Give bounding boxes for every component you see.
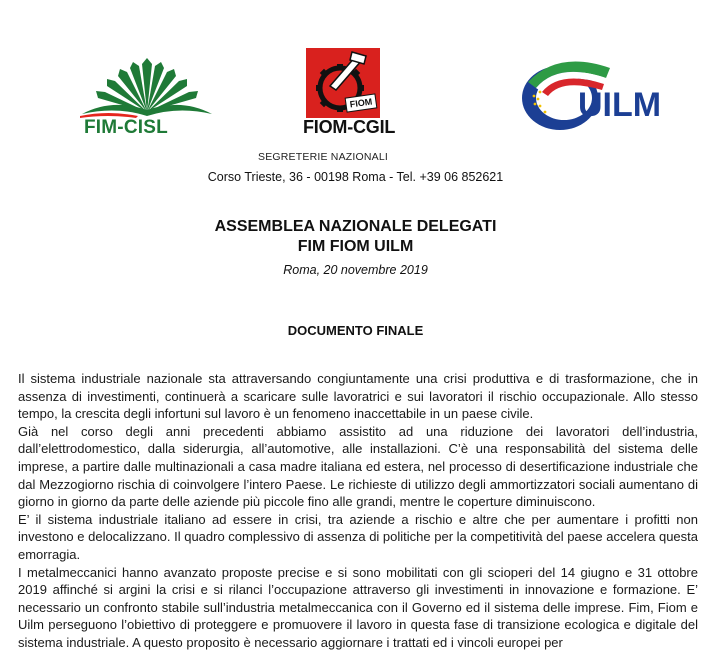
fiom-badge-text: FIOM (349, 96, 373, 110)
paragraph: Già nel corso degli anni precedenti abbiamo assistito ad una riduzione dei lavoratori dell’industria, dall’elettrodomestico, dalla siderurgia, all’automotive, alle installazioni. C’è una responsabilità del sistema delle imprese, a partire dalle multinazionali a casa madre italiana ed estera, nel processo di desertificazione industriale che dal Mezzogiorno rischia di coinvolgere l’intero Paese. Le richieste di utilizzo degli ammortizzatori sociali aumentano di giorno in giorno da parte delle aziende più piccole fino alle grandi, mentre le coperture diminuiscono. (18, 423, 698, 510)
document-title-line-2: FIM FIOM UILM (297, 238, 414, 255)
address-line: Corso Trieste, 36 - 00198 Roma - Tel. +39 06 852621 (207, 170, 504, 184)
paragraph: I metalmeccanici hanno avanzato proposte precise e si sono mobilitati con gli scioperi del 14 giugno e 31 ottobre 2019 affinché si argini la crisi e si rilanci l’occupazione attraverso gli investimenti in innovazione e formazione. E’ necessario un confronto stabile sull’industria metalmeccanica con il Governo ed il sistema delle imprese. Fim, Fiom e Uilm perseguono l’obiettivo di proteggere e promuovere il lavoro in questa fase di transizione ecologica e digitale del sistema industriale. A questo proposito è necessario aggiornare i trattati ed i vincoli europei per (18, 564, 698, 650)
document-title-line-1: ASSEMBLEA NAZIONALE DELEGATI (214, 218, 497, 235)
paragraph: Il sistema industriale nazionale sta attraversando congiuntamente una crisi produttiva e di trasformazione, che in assenza di investimenti, continuerà a scaricare sulle lavoratrici e sui lavoratori il rischio occupazionale. Allo stesso tempo, la crescita degli infortuni sul lavoro è un fenomeno inaccettabile in un paese civile. (18, 371, 698, 422)
uilm-wordmark: UILM (578, 86, 662, 124)
paragraph: E’ il sistema industriale italiano ad essere in crisi, tra aziende a rischio e altre che per aumentare i profitti non investono e delocalizzano. Il quadro complessivo di assenza di politiche per la competitività del paese accelera questa emorragia. (18, 511, 699, 562)
fim-flower-icon (80, 58, 212, 118)
fiom-cgil-wordmark: FIOM-CGIL (303, 117, 396, 137)
fim-cisl-wordmark: FIM-CISL (84, 117, 168, 138)
document-body (18, 370, 698, 652)
document-date: Roma, 20 novembre 2019 (283, 263, 428, 277)
uilm-logo (518, 52, 662, 136)
segreterie-nazionali-label: SEGRETERIE NAZIONALI (258, 151, 389, 163)
section-title: DOCUMENTO FINALE (287, 323, 424, 338)
